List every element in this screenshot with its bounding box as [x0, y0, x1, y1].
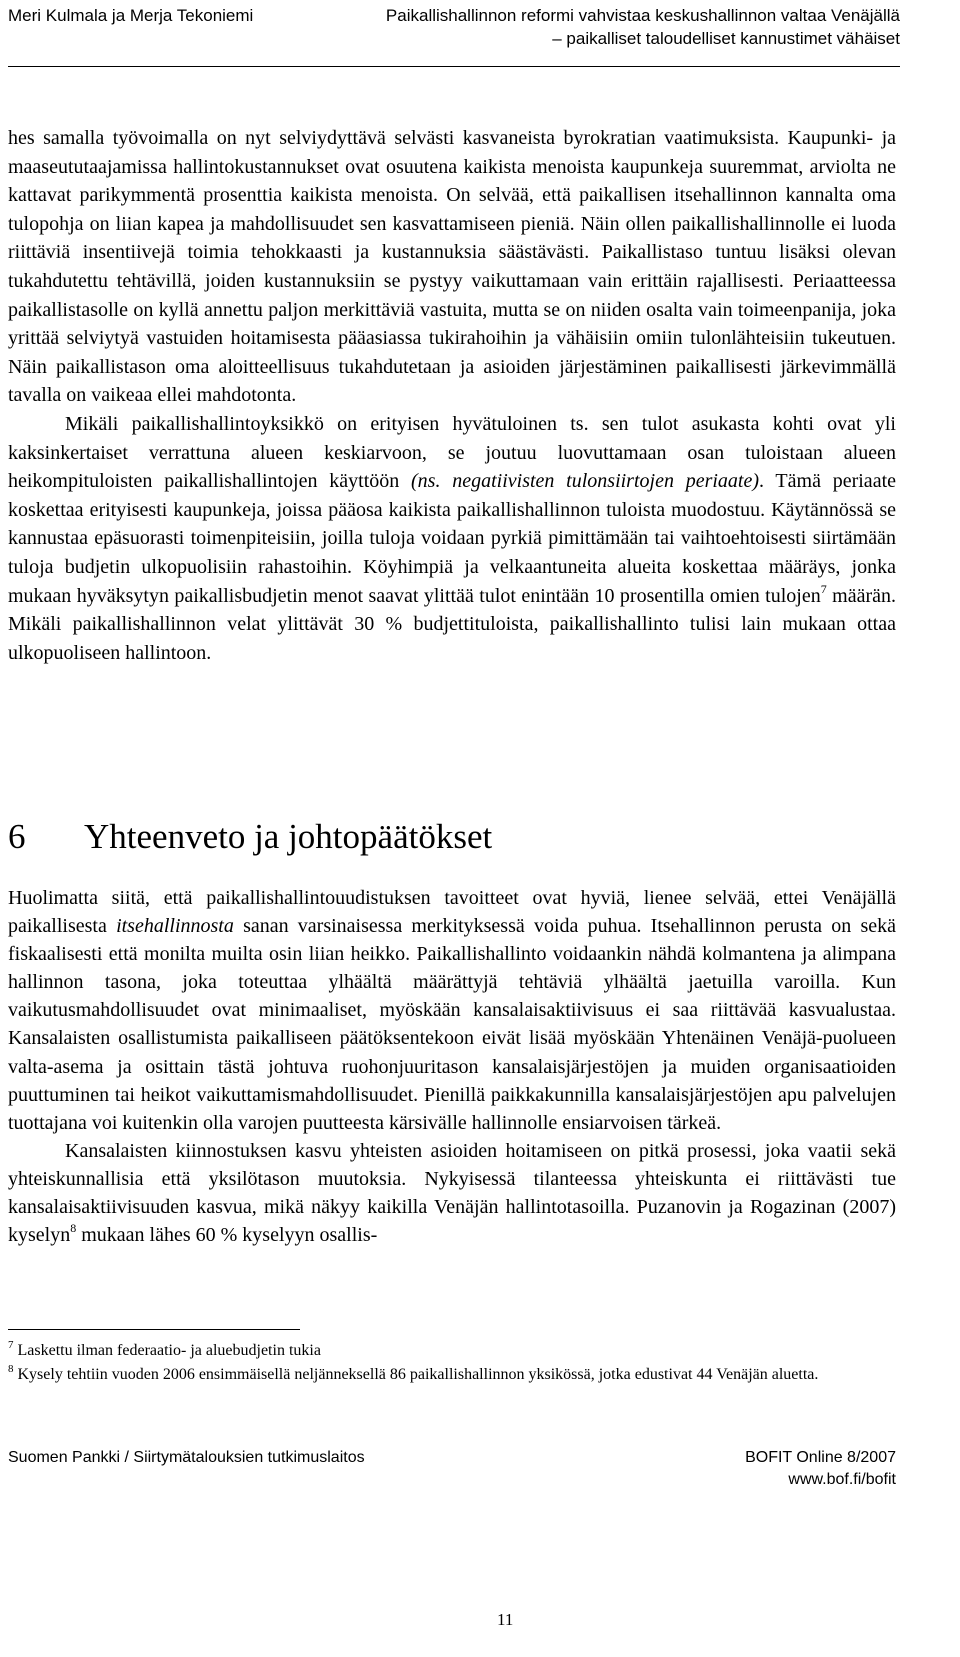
header-authors: Meri Kulmala ja Merja Tekoniemi — [8, 6, 254, 25]
page-number: 11 — [497, 1610, 514, 1629]
footer-right — [745, 1447, 896, 1491]
footer-url[interactable]: www.bof.fi/bofit — [788, 1471, 896, 1488]
footer-series: BOFIT Online 8/2007 — [745, 1449, 896, 1466]
header-title-line2: – paikalliset taloudelliset kannustimet vähäiset — [552, 29, 900, 48]
italic-term: (ns. negatiivisten tulonsiirtojen periaate) — [411, 470, 760, 493]
header-rule — [8, 66, 900, 67]
section-title: Yhteenveto ja johtopäätökset — [84, 817, 493, 856]
section-heading — [8, 814, 492, 860]
header-title-line1: Paikallishallinnon reformi vahvistaa keskushallinnon valtaa Venäjällä — [385, 6, 900, 25]
body-text-lower — [8, 884, 896, 1249]
paragraph: Kansalaisten kiinnostuksen kasvu yhteisten asioiden hoitamiseen on pitkä prosessi, joka vaatii sekä yhteiskunnallisia että yksilötason muutoksia. Nykyisessä tilanteessa yhteiskunta ei riittävästi tue kansalaisaktiivisuuden kasvua, mikä näkyy kaikilla Venäjän hallintotasoilla. Puzanovin ja Rogazinan (2007) kyselyn$^8$ mukaan lähes 60 % kyselyyn osallis- — [8, 1139, 896, 1247]
footnotes — [8, 1340, 896, 1388]
paragraph: Mikäli paikallishallintoyksikkö on erityisen hyvätuloinen ts. sen tulot asukasta kohti ovat yli kaksinkertaiset verrattuna alueen keskiarvoon, se joutuu luovuttamaan osan tuloistaan alueen heikompituloisten paikallishallintojen käyttöön (ns. negatiivisten tulonsiirtojen periaate). Tämä periaate koskettaa erityisesti kaupunkeja, joissa pääosa kaikista paikallishallinnon tuloista muodostuu. Käytännössä se kannustaa epäsuorasti toimenpiteisiin, joilla tuloja voidaan pyrkiä pimittämään tai vaihtoehtoisesti siirtämään tuloja budjetin ulkopuolisiin rahastoihin. Köyhimpiä ja velkaantuneita alueita koskettaa määräys, jonka mukaan hyväksytyn paikallisbudjetin menot saavat ylittää tulot enintään 10 prosentilla omien tulojen$^7$ määrän. Mikäli paikallishallinnon velat ylittävät 30 % budjettituloista, paikallishallinto tulisi lain mukaan ottaa ulkopuoliseen hallintoon. — [8, 412, 896, 664]
body-text-upper — [8, 124, 896, 667]
footnote-ref: 7 — [820, 581, 827, 596]
footnote: $^8$ Kysely tehtiin vuoden 2006 ensimmäisellä neljänneksellä 86 paikallishallinnon yksikössä, jotka edustivat 44 Venäjän aluetta. — [8, 1363, 819, 1383]
paragraph: Huolimatta siitä, että paikallishallintouudistuksen tavoitteet ovat hyviä, lienee selvää, ettei Venäjällä paikallisesta itsehallinnosta sanan varsinaisessa merkityksessä voida puhua. Itsehallinnon perusta on sekä fiskaalisesti että monilta muilta osin liian heikko. Paikallishallinto voidaankin nähdä kolmantena ja alimpana hallinnon tasona, joka toteuttaa ylhäältä määrättyjä tehtäviä ylhäältä jaetuilla varoilla. Kun vaikutusmahdollisuudet ovat minimaaliset, myöskään kansalaisaktiivisuus ei saa riittävää kasvualustaa. Kansalaisten osallistumista paikalliseen päätöksentekoon eivät lisää myöskään Yhtenäinen Venäjä-puolueen valta-asema ja osittain tästä johtuva ruohonjuuritason kansalaisjärjestöjen ja muiden organisaatioiden puuttuminen tai heikot vaikuttamismahdollisuudet. Pienillä paikkakunnilla kansalaisjärjestöjen apu palvelujen tuottajana voi kuitenkin olla varojen puutteesta kärsivälle hallinnolle ensiarvoisen tärkeä. — [8, 887, 896, 1134]
header-title — [386, 4, 900, 50]
footnote: $^7$ Laskettu ilman federaatio- ja aluebudjetin tukia — [8, 1339, 321, 1359]
italic-term: itsehallinnosta — [116, 915, 234, 938]
footer-institution: Suomen Pankki / Siirtymätalouksien tutkimuslaitos — [8, 1449, 365, 1466]
paragraph: hes samalla työvoimalla on nyt selviydyttävä selvästi kasvaneista byrokratian vaatimuksista. Kaupunki- ja maaseututaajamissa hallintokustannukset ovat osuutena kaikista menoista kaupunkeja suuremmat, arviolta ne kattavat parikymmentä prosenttia kaikista menoista. On selvää, että paikallisen itsehallinnon kannalta oma tulopohja on liian kapea ja mahdollisuudet sen kasvattamiseen pieniä. Näin ollen paikallishallinnolle ei luoda riittäviä insentiivejä toimia tehokkaasti ja kustannuksia säästävästi. Paikallistaso tuntuu lisäksi olevan tukahdutettu tehtävillä, joiden kustannuksiin se pystyy vaikuttamaan vain erittäin rajallisesti. Periaatteessa paikallistasolle on kyllä annettu paljon merkittäviä vastuita, mutta se on niiden osalta vain toimeenpanija, joka yrittää selviytyä vastuiden hoitamisesta pääasiassa tukirahoihin ja vähäisiin omiin tulonlähteisiin tukeutuen. Näin paikallistason oma aloitteellisuus tukahdutetaan ja asioiden järjestäminen paikallisesti järkevimmällä tavalla on vaikeaa ellei mahdotonta. — [8, 127, 896, 407]
section-number: 6 — [8, 817, 26, 856]
footnote-rule — [8, 1329, 300, 1330]
footnote-ref: 8 — [70, 1221, 77, 1236]
